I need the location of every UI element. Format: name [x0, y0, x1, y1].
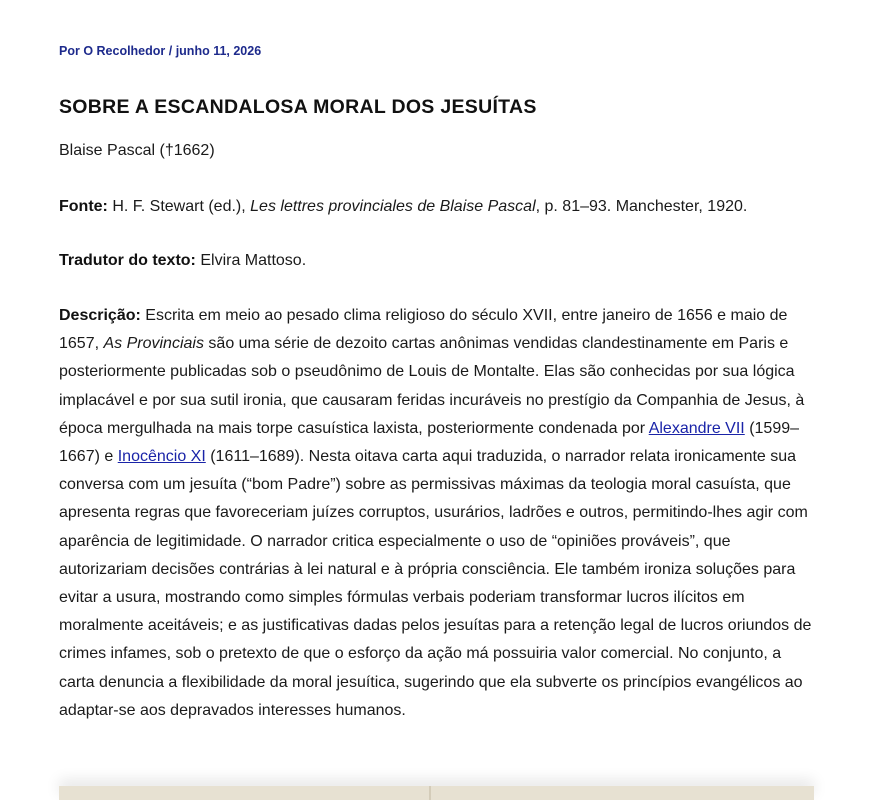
inocencio-xi-link[interactable]: Inocêncio XI [117, 448, 206, 466]
description-text-2: são uma série de dezoito cartas anônimas vendidas clandestinamente em Paris e posteriormente publicadas sob o pseudônimo de Louis de Montalte. Elas são conhecidas por sua lógica implacável e por sua sutil ironia, que causaram feridas incuráveis no prestígio da Companhia de Jesus, à época mergulhada na mais torpe casuística laxista, posteriormente condenada por [59, 335, 805, 437]
author-link[interactable]: O Recolhedor [83, 44, 166, 58]
byline: Blaise Pascal (†1662) [59, 142, 215, 159]
meta-separator: / [165, 44, 176, 58]
source-paragraph [59, 193, 747, 221]
description-italic-title: As Provinciais [103, 335, 204, 353]
source-label: Fonte: [59, 198, 108, 215]
description-text-4: (1611–1689). Nesta oitava carta aqui traduzida, o narrador relata ironicamente sua conversa com um jesuíta (“bom Padre”) sobre as permissivas máximas da teologia moral casuísta, que apresenta regras que favoreceriam juízes corruptos, usurários, ladrões e outros, permitindo-lhes agir com aparência de legitimidade. O narrador critica especialmente o uso de “opiniões prováveis”, que autorizariam decisões contrárias à lei natural e à própria consciência. Ele também ironiza soluções para evitar a usura, mostrando como simples fórmulas verbais poderiam transformar lucros ilícitos em moralmente aceitáveis; e as justificativas dadas pelos jesuítas para a retenção legal de lucros oriundos de crimes infames, sob o pretexto de que o esforço da ação má possuiria valor comercial. No conjunto, a carta denuncia a flexibilidade da moral jesuítica, sugerindo que ela subverte os princípios evangélicos ao adaptar-se aos depravados interesses humanos. [59, 448, 812, 719]
source-text-1: H. F. Stewart (ed.), [107, 198, 251, 215]
translator-label: Tradutor do texto: [59, 252, 196, 269]
post-title: SOBRE A ESCANDALOSA MORAL DOS JESUÍTAS [59, 96, 537, 118]
author-prefix: Por [59, 44, 84, 58]
featured-image [59, 786, 814, 800]
description-paragraph [59, 302, 819, 725]
post-date-link[interactable]: junho 11, 2026 [175, 44, 262, 58]
alexandre-vii-link[interactable]: Alexandre VII [648, 419, 745, 437]
description-text-3: (1599–1667) e [59, 419, 800, 466]
source-book-title: Les lettres provinciales de Blaise Pascal [250, 198, 536, 215]
description-label: Descrição: [59, 307, 141, 324]
translator-name: Elvira Mattoso. [195, 252, 307, 269]
post-meta [59, 44, 261, 58]
translator-paragraph [59, 247, 306, 275]
book-fold [429, 786, 431, 800]
description-text-1: Escrita em meio ao pesado clima religioso do século XVII, entre janeiro de 1656 e maio de 1657, [59, 307, 788, 353]
source-text-2: , p. 81–93. Manchester, 1920. [535, 198, 748, 215]
